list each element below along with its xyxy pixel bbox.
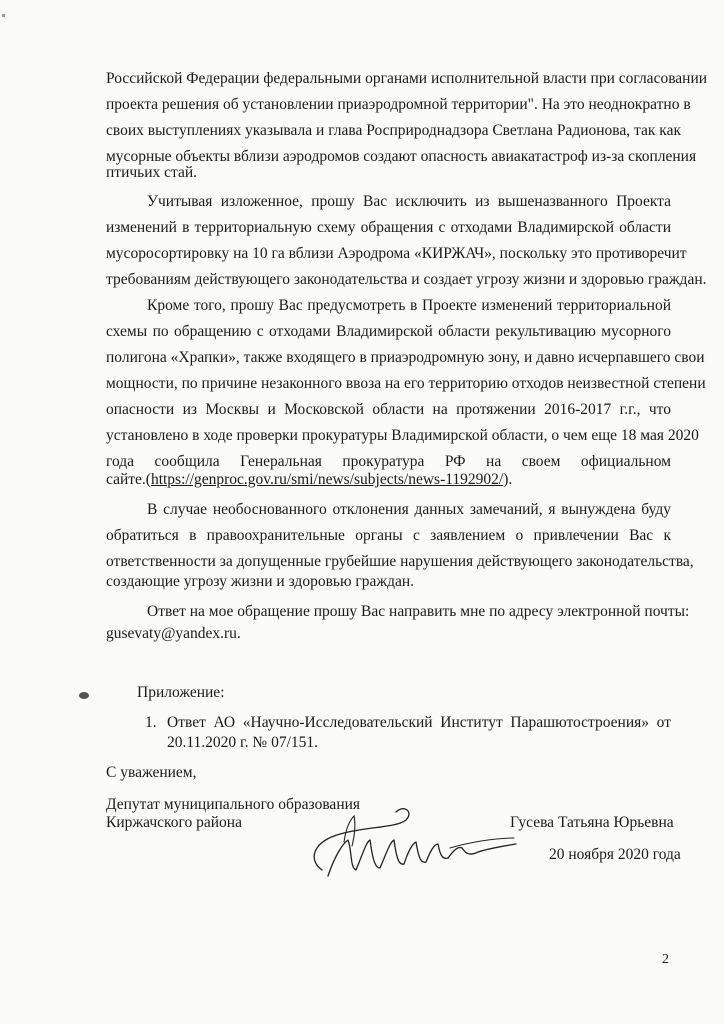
p4-line-1: В случае необоснованного отклонения данных замечаний, я вынуждена буду <box>147 501 671 518</box>
p2-line-3: мусоросортировку на 10 га вблизи Аэродрома «КИРЖАЧ», поскольку это противоречит <box>106 245 687 262</box>
signer-name: Гусева Татьяна Юрьевна <box>510 814 674 831</box>
p3-line-2: схемы по обращению с отходами Владимирской области рекультивацию мусорного <box>106 323 671 340</box>
p3-line-6: установлено в ходе проверки прокуратуры Владимирской области, о чем еще 18 мая 2020 <box>106 427 699 444</box>
regards: С уважением, <box>106 764 197 781</box>
p1-line-2: проекта решения об установлении приаэродромной территории". На это неоднократно в <box>106 96 691 113</box>
p2-line-4: требованиям действующего законодательства и создает угрозу жизни и здоровью граждан. <box>106 271 707 288</box>
p1-line-4: мусорные объекты вблизи аэродромов создают опасность авиакатастроф из-за скопления <box>106 148 697 165</box>
page-number: 2 <box>662 952 669 967</box>
p1-line-5: птичьих стай. <box>106 164 198 181</box>
p3-line-3: полигона «Храпки», также входящего в приаэродромную зону, и давно исчерпавшего свои <box>106 349 705 366</box>
attachment-item-line-1: Ответ АО «Научно-Исследовательский Институт Парашютостроения» от <box>167 714 671 731</box>
p3-line-1: Кроме того, прошу Вас предусмотреть в Проекте изменений территориальной <box>147 297 671 314</box>
p3-line-7: года сообщила Генеральная прокуратура РФ на своем официальном <box>106 453 671 470</box>
p5-line-2: gusevaty@yandex.ru. <box>106 625 241 642</box>
p4-line-3: ответственности за допущенные грубейшие нарушения действующего законодательства, <box>106 553 694 570</box>
signature <box>300 798 520 898</box>
position-line-2: Киржачского района <box>106 814 242 831</box>
p1-line-1: Российской Федерации федеральными органами исполнительной власти при согласовании <box>106 70 708 87</box>
p5-line-1: Ответ на мое обращение прошу Вас направить мне по адресу электронной почты: <box>147 603 690 620</box>
p3-line-8 <box>106 470 671 490</box>
p3-line-5: опасности из Москвы и Московской области на протяжении 2016-2017 г.г., что <box>106 401 671 418</box>
p1-line-3: своих выступлениях указывала и глава Росприроднадзора Светлана Радионова, так как <box>106 122 681 139</box>
attachment-item-number: 1. <box>145 714 157 731</box>
scan-mark <box>2 14 5 17</box>
p2-line-2: изменений в территориальную схему обращения с отходами Владимирской области <box>106 219 671 236</box>
attachment-title: Приложение: <box>137 684 225 701</box>
genproc-news-link[interactable]: https://genproc.gov.ru/smi/news/subjects/news-1192902/ <box>150 471 504 488</box>
p3-line-4: мощности, по причине незаконного ввоза на его территорию отходов неизвестной степени <box>106 375 706 392</box>
signature-date: 20 ноября 2020 года <box>549 846 681 863</box>
p2-line-1: Учитывая изложенное, прошу Вас исключить из вышеназванного Проекта <box>147 193 671 210</box>
attachment-item-line-2: 20.11.2020 г. № 07/151. <box>167 734 319 751</box>
p4-line-2: обратиться в правоохранительные органы с заявлением о привлечении Вас к <box>106 527 671 544</box>
p3-last-suffix: ). <box>503 471 513 488</box>
ink-spot <box>79 692 89 699</box>
p4-line-4: создающие угрозу жизни и здоровью граждан. <box>106 573 415 590</box>
position-line-1: Депутат муниципального образования <box>106 796 361 813</box>
p3-last-prefix: сайте.( <box>106 471 151 488</box>
